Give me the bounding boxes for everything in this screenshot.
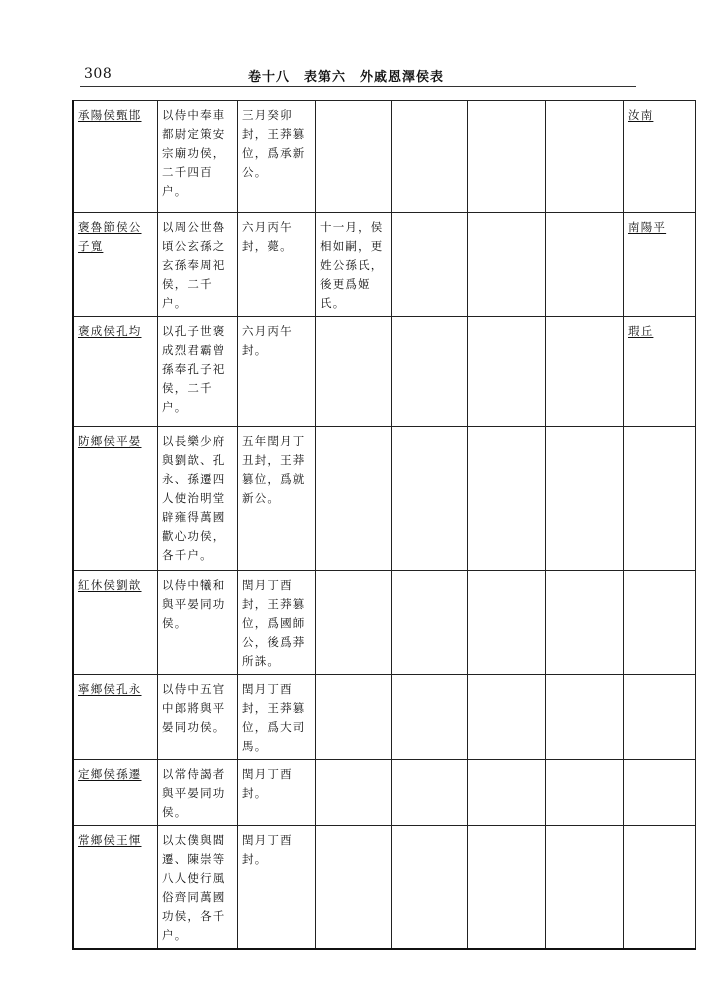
- reason-cell: 以周公世魯頃公玄孫之玄孫奉周祀侯，二千户。: [158, 213, 238, 317]
- blank-cell: [468, 427, 546, 571]
- succession-cell: [316, 317, 392, 427]
- marquis-name-cell: [73, 427, 158, 571]
- running-title: 卷十八 表第六 外戚恩澤侯表: [248, 70, 445, 85]
- blank-cell: [392, 213, 468, 317]
- blank-cell: [546, 427, 624, 571]
- marquis-name-cell: [73, 317, 158, 427]
- place-cell: [624, 317, 696, 427]
- marquis-name-cell: [73, 826, 158, 950]
- blank-cell: [468, 826, 546, 950]
- blank-cell: [392, 317, 468, 427]
- reason-cell: 以太僕與閻遷、陳崇等八人使行風俗齊同萬國功侯，各千户。: [158, 826, 238, 950]
- header-rule: [80, 86, 636, 87]
- blank-cell: [468, 760, 546, 826]
- table-row: [73, 213, 696, 317]
- marquis-name: 定鄉侯孫遷: [78, 767, 142, 781]
- enfeoffment-cell: 閏月丁酉封。: [238, 760, 316, 826]
- blank-cell: [546, 101, 624, 213]
- blank-cell: [468, 675, 546, 760]
- place-cell: [624, 427, 696, 571]
- blank-cell: [546, 826, 624, 950]
- blank-cell: [392, 427, 468, 571]
- marquis-name-cell: [73, 101, 158, 213]
- marquis-name: 寧鄉侯孔永: [78, 682, 142, 696]
- place-cell: [624, 101, 696, 213]
- reason-cell: 以侍中犧和與平晏同功侯。: [158, 571, 238, 675]
- enfeoffment-cell: 三月癸卯封，王莽篡位，爲承新公。: [238, 101, 316, 213]
- table-row: [73, 101, 696, 213]
- reason-cell: 以常侍謁者與平晏同功侯。: [158, 760, 238, 826]
- succession-cell: [316, 101, 392, 213]
- marquis-name: 褒魯節侯公子寬: [78, 220, 142, 253]
- place-name: 汝南: [628, 108, 654, 122]
- blank-cell: [392, 675, 468, 760]
- enfeoffment-cell: 閏月丁酉封。: [238, 826, 316, 950]
- blank-cell: [546, 675, 624, 760]
- place-name: 瑕丘: [628, 324, 654, 338]
- succession-cell: [316, 760, 392, 826]
- succession-cell: [316, 427, 392, 571]
- succession-cell: [316, 675, 392, 760]
- enfeoffment-cell: 閏月丁酉封，王莽篡位，爲大司馬。: [238, 675, 316, 760]
- place-cell: [624, 826, 696, 950]
- marquis-name: 紅休侯劉歆: [78, 578, 142, 592]
- blank-cell: [468, 101, 546, 213]
- blank-cell: [546, 317, 624, 427]
- table-row: [73, 571, 696, 675]
- table-row: [73, 317, 696, 427]
- enfeoffment-cell: 五年閏月丁丑封，王莽篡位，爲就新公。: [238, 427, 316, 571]
- table-row: [73, 675, 696, 760]
- enfeoffment-cell: 閏月丁酉封，王莽篡位，爲國師公，後爲莽所誅。: [238, 571, 316, 675]
- blank-cell: [546, 571, 624, 675]
- place-cell: [624, 571, 696, 675]
- succession-cell: [316, 826, 392, 950]
- blank-cell: [392, 826, 468, 950]
- blank-cell: [392, 760, 468, 826]
- marquis-name: 褒成侯孔均: [78, 324, 142, 338]
- marquis-name: 防鄉侯平晏: [78, 434, 142, 448]
- table-row: [73, 427, 696, 571]
- table-row: [73, 826, 696, 950]
- reason-cell: 以侍中奉車都尉定策安宗廟功侯，二千四百户。: [158, 101, 238, 213]
- succession-cell: 十一月，侯相如嗣，更姓公孫氏，後更爲姬氏。: [316, 213, 392, 317]
- enfeoffment-cell: 六月丙午封，薨。: [238, 213, 316, 317]
- marquis-name-cell: [73, 675, 158, 760]
- place-cell: [624, 213, 696, 317]
- reason-cell: 以孔子世褒成烈君霸曾孫奉孔子祀侯，二千户。: [158, 317, 238, 427]
- reason-cell: 以侍中五官中郎將與平晏同功侯。: [158, 675, 238, 760]
- enfeoffment-cell: 六月丙午封。: [238, 317, 316, 427]
- blank-cell: [546, 213, 624, 317]
- place-cell: [624, 760, 696, 826]
- blank-cell: [392, 101, 468, 213]
- marquis-table: [72, 100, 696, 950]
- marquis-name: 承陽侯甄邯: [78, 108, 142, 122]
- blank-cell: [392, 571, 468, 675]
- marquis-name-cell: [73, 571, 158, 675]
- marquis-name: 常鄉侯王惲: [78, 833, 142, 847]
- place-name: 南陽平: [628, 220, 667, 234]
- marquis-name-cell: [73, 760, 158, 826]
- reason-cell: 以長樂少府與劉歆、孔永、孫遷四人使治明堂辟雍得萬國歡心功侯，各千户。: [158, 427, 238, 571]
- table-row: [73, 760, 696, 826]
- marquis-name-cell: [73, 213, 158, 317]
- blank-cell: [468, 317, 546, 427]
- blank-cell: [546, 760, 624, 826]
- succession-cell: [316, 571, 392, 675]
- page-number: 308: [84, 66, 113, 82]
- blank-cell: [468, 571, 546, 675]
- blank-cell: [468, 213, 546, 317]
- place-cell: [624, 675, 696, 760]
